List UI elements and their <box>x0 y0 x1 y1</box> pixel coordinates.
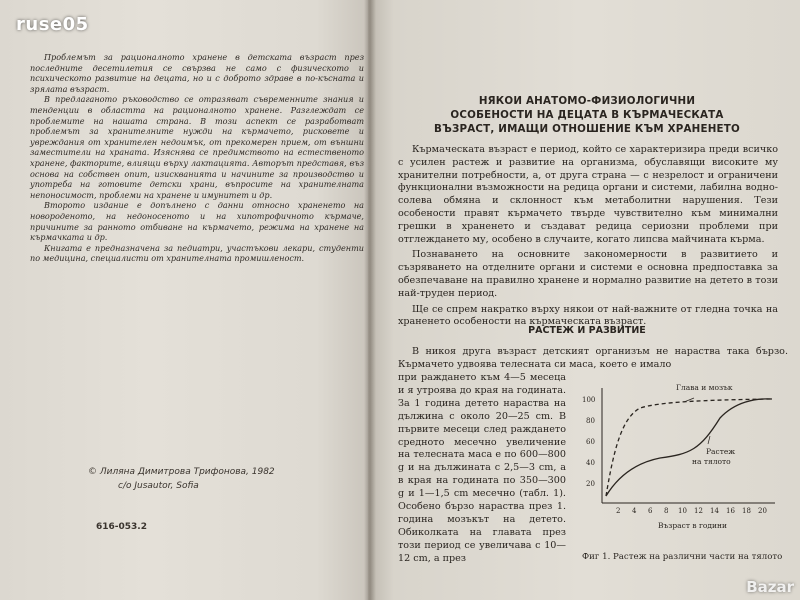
copyright-block <box>88 465 275 493</box>
y-tick-label: 80 <box>586 417 595 425</box>
annotation-paragraph: Проблемът за рационалното хранене в детската възраст през последните десетилетия се свързва не само с физическото и психическото развитие на децата, но и с доброто здраве в по-късната и зрялата възраст. <box>30 52 364 94</box>
section-paragraph-start: В никоя друга възраст детският организъм не нараства така бързо. Кърмачето удвоява телесната си маса, което е имало <box>398 346 788 370</box>
chapter-title-line: ОСОБЕНОСТИ НА ДЕЦАТА В КЪРМАЧЕСКАТА <box>450 109 724 121</box>
annotation-paragraph: В предлаганото ръководство се отразяват съвременните знания и тенденции в областта на рационалното хранене. Разглеждат се проблемите на нашата страна. В този аспект се разработват проблемът за хранителните нужди на кърмачето, рисковете и увреждания от хранителен недоимък, от прекомерен прием, от външни заместители на храната. Изяснява се предимството на естественото хранене, факторите, влиящи върху лактацията. Авторът представя, въз основа на собствен опит, изискванията и начините за производство и употреба на готовите детски храни, въпросите на хранителната непоносимост, проблеми на хранене и имунитет и др. <box>30 94 364 200</box>
book-gutter <box>364 0 376 600</box>
x-tick-label: 8 <box>664 507 669 515</box>
body-paragraph: Познаването на основните закономерности в развитието и съзряването на отделните органи и системи е основна предпоставка за обезпечаване на правилно хранене и нормално развитие на детето в този най-труден период. <box>398 249 778 299</box>
y-tick-label: 60 <box>586 438 595 446</box>
watermark: ruse05 <box>16 14 89 35</box>
growth-chart <box>580 378 780 543</box>
head-brain-label: Глава и мозък <box>676 383 733 392</box>
y-tick-label: 40 <box>586 459 595 467</box>
copyright-agency: c/o Jusautor, Sofia <box>118 481 199 491</box>
annotation-paragraph: Второто издание е допълнено с данни относно храненето на новороденото, на недоносеното и на хипотрофичното кърмаче, причините за ранното отбиване на кърмачето, режима на хранене на кърмачката и др. <box>30 200 364 243</box>
chapter-title <box>392 94 782 136</box>
annotation-text <box>30 52 364 264</box>
catalog-code: 616-053.2 <box>96 522 147 532</box>
chapter-title-line: ВЪЗРАСТ, ИМАЩИ ОТНОШЕНИЕ КЪМ ХРАНЕНЕТО <box>434 123 740 135</box>
growth-figure <box>580 378 780 543</box>
x-tick-label: 16 <box>726 507 735 515</box>
section-heading: РАСТЕЖ И РАЗВИТИЕ <box>528 325 646 336</box>
body-paragraph: Ще се спрем накратко върху някои от най-важните от гледна точка на храненето особености на кърмаческата възраст. <box>398 303 778 328</box>
chapter-title-line: НЯКОИ АНАТОМО-ФИЗИОЛОГИЧНИ <box>478 95 696 107</box>
x-tick-label: 14 <box>710 507 719 515</box>
body-growth-label-2: на тялото <box>692 457 731 466</box>
section-paragraph-continued: при раждането към 4—5 месеца и я утроява до края на годината. За 1 година детето нараства на дължина с около 20—25 cm. В първите месеци след раждането средното месечно увеличение на телесната маса е по 600—800 g и на дължината с 2,5—3 cm, а в края на годината по 350—300 g и 1—1,5 cm месечно (табл. 1). Особено бързо нараства през 1. година мозъкът на детето. Обиколката на главата през този период се увеличава с 10—12 cm, а през <box>398 372 566 564</box>
x-tick-label: 12 <box>694 507 703 515</box>
y-tick-label: 100 <box>582 396 596 404</box>
x-tick-label: 18 <box>742 507 751 515</box>
x-axis-label: Възраст в години <box>658 521 728 530</box>
y-tick-label: 20 <box>586 480 595 488</box>
x-tick-label: 6 <box>648 507 653 515</box>
head-brain-curve <box>606 399 772 496</box>
copyright-line: © Лиляна Димитрова Трифонова, 1982 <box>88 467 275 477</box>
body-growth-curve <box>606 399 772 496</box>
section-first-line <box>398 346 788 372</box>
annotation-paragraph: Книгата е предназначена за педиатри, участъкови лекари, студенти по медицина, специалисти от хранителната промишленост. <box>30 242 364 264</box>
body-growth-label-1: Растеж <box>706 447 736 456</box>
figure-caption: Фиг 1. Растеж на различни части на тялото <box>582 552 783 562</box>
body-label-pointer <box>708 436 710 444</box>
section-column-text <box>398 372 566 566</box>
x-tick-label: 4 <box>632 507 637 515</box>
body-paragraph: Кърмаческата възраст е период, който се характеризира преди всичко с усилен растеж и развитие на организма, обуславящи високите му хранителни потребности, а, от друга страна — с незрелост и ограничени функционални възможности на редица органи и системи, лабилна водно-солева обмяна и склонност към метаболитни нарушения. Тези особености правят кърмачето твърде чувствително към минимални грешки в храненето и създават редица сериозни проблеми при отглеждането му, особено в случаите, когато липсва майчината кърма. <box>398 144 778 245</box>
x-tick-label: 2 <box>616 507 621 515</box>
x-tick-label: 20 <box>758 507 767 515</box>
site-logo: Bazar <box>746 578 794 596</box>
x-tick-label: 10 <box>678 507 687 515</box>
chapter-body <box>398 144 778 332</box>
